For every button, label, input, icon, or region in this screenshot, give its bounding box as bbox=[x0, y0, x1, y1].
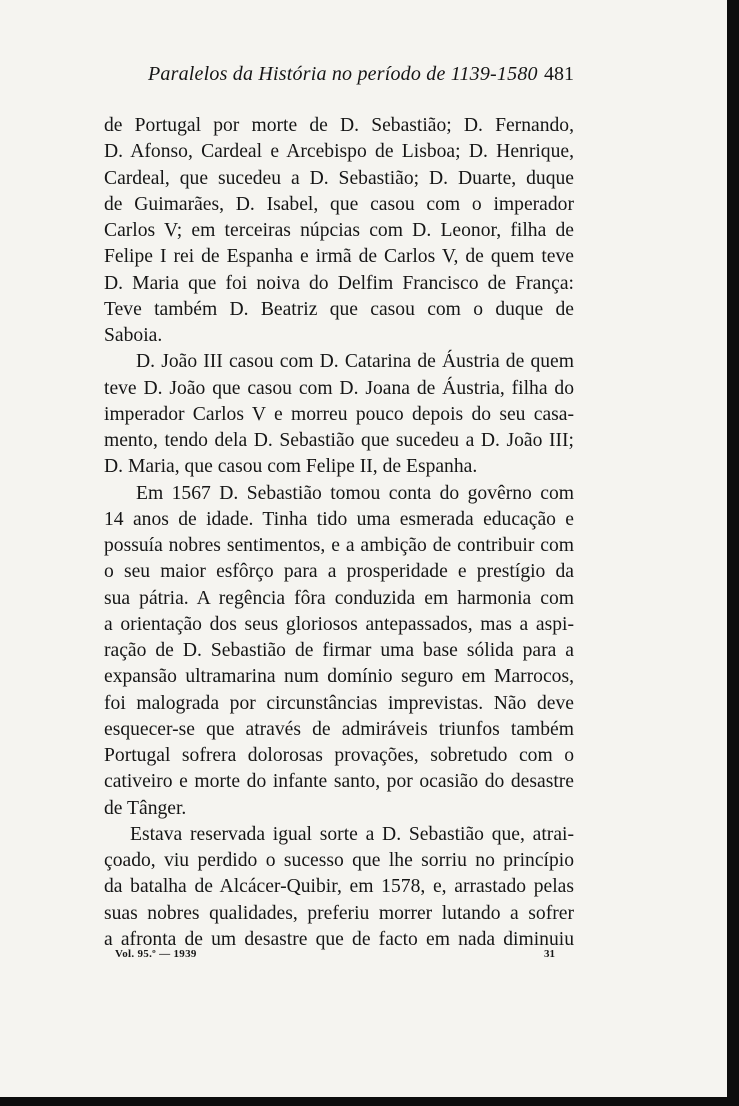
text-line: a afronta de um desastre que de facto em nada diminuiu bbox=[104, 928, 574, 950]
text-line: sua pátria. A regência fôra conduzida em harmonia com bbox=[104, 587, 574, 609]
text-line: foi malograda por circunstâncias imprevistas. Não deve bbox=[104, 692, 574, 714]
text-line: Saboia. bbox=[104, 325, 163, 346]
running-head bbox=[148, 63, 574, 86]
text-line: Teve também D. Beatriz que casou com o duque de bbox=[104, 298, 574, 320]
text-line: de Tânger. bbox=[104, 797, 187, 819]
text-line: mento, tendo dela D. Sebastião que sucedeu a D. João III; bbox=[104, 430, 574, 451]
text-line: D. Maria que foi noiva do Delfim Francisco de França: bbox=[104, 272, 574, 294]
text-line: de Portugal por morte de D. Sebastião; D. Fernando, bbox=[104, 115, 574, 136]
signature-mark: 31 bbox=[544, 948, 555, 960]
page-number: 481 bbox=[544, 63, 574, 85]
text-line: o seu maior esfôrço para a prosperidade e prestígio da bbox=[104, 561, 574, 583]
scan-edge-right bbox=[727, 0, 739, 1106]
paragraph-start-line: D. João III casou com D. Catarina de Áustria de quem bbox=[136, 351, 574, 373]
text-line: D. Maria, que casou com Felipe II, de Espanha. bbox=[104, 456, 478, 478]
volume-footer: Vol. 95.º — 1939 bbox=[115, 948, 197, 960]
text-line: a orientação dos seus gloriosos antepassados, mas a aspi- bbox=[104, 613, 574, 635]
text-line: da batalha de Alcácer-Quibir, em 1578, e, arrastado pelas bbox=[104, 876, 574, 898]
text-line: suas nobres qualidades, preferiu morrer lutando a sofrer bbox=[104, 902, 574, 924]
paragraph-start-line: Estava reservada igual sorte a D. Sebastião que, atrai- bbox=[130, 823, 574, 845]
text-line: çoado, viu perdido o sucesso que lhe sorriu no princípio bbox=[104, 850, 574, 871]
text-line: Carlos V; em terceiras núpcias com D. Leonor, filha de bbox=[104, 220, 574, 241]
text-line: cativeiro e morte do infante santo, por ocasião do desastre bbox=[104, 771, 574, 793]
text-line: expansão ultramarina num domínio seguro em Marrocos, bbox=[104, 666, 574, 688]
text-line: de Guimarães, D. Isabel, que casou com o imperador bbox=[104, 193, 574, 215]
text-line: Portugal sofrera dolorosas provações, sobretudo com o bbox=[104, 745, 574, 766]
text-line: Felipe I rei de Espanha e irmã de Carlos V, de quem teve bbox=[104, 246, 574, 268]
text-line: teve D. João que casou com D. Joana de Áustria, filha do bbox=[104, 377, 574, 399]
body-text bbox=[104, 113, 574, 953]
text-line: imperador Carlos V e morreu pouco depois do seu casa- bbox=[104, 403, 574, 425]
text-line: ração de D. Sebastião de firmar uma base sólida para a bbox=[104, 640, 574, 661]
text-line: Cardeal, que sucedeu a D. Sebastião; D. Duarte, duque bbox=[104, 167, 574, 189]
text-line: D. Afonso, Cardeal e Arcebispo de Lisboa; D. Henrique, bbox=[104, 141, 574, 163]
text-line: 14 anos de idade. Tinha tido uma esmerada educação e bbox=[104, 508, 574, 530]
paragraph-start-line: Em 1567 D. Sebastião tomou conta do govêrno com bbox=[136, 482, 574, 504]
scan-edge-bottom bbox=[0, 1097, 739, 1106]
text-line: esquecer-se que através de admiráveis triunfos também bbox=[104, 718, 574, 740]
running-title: Paralelos da História no período de 1139-1580 bbox=[148, 63, 538, 85]
text-line: possuía nobres sentimentos, e a ambição de contribuir com bbox=[104, 535, 574, 556]
